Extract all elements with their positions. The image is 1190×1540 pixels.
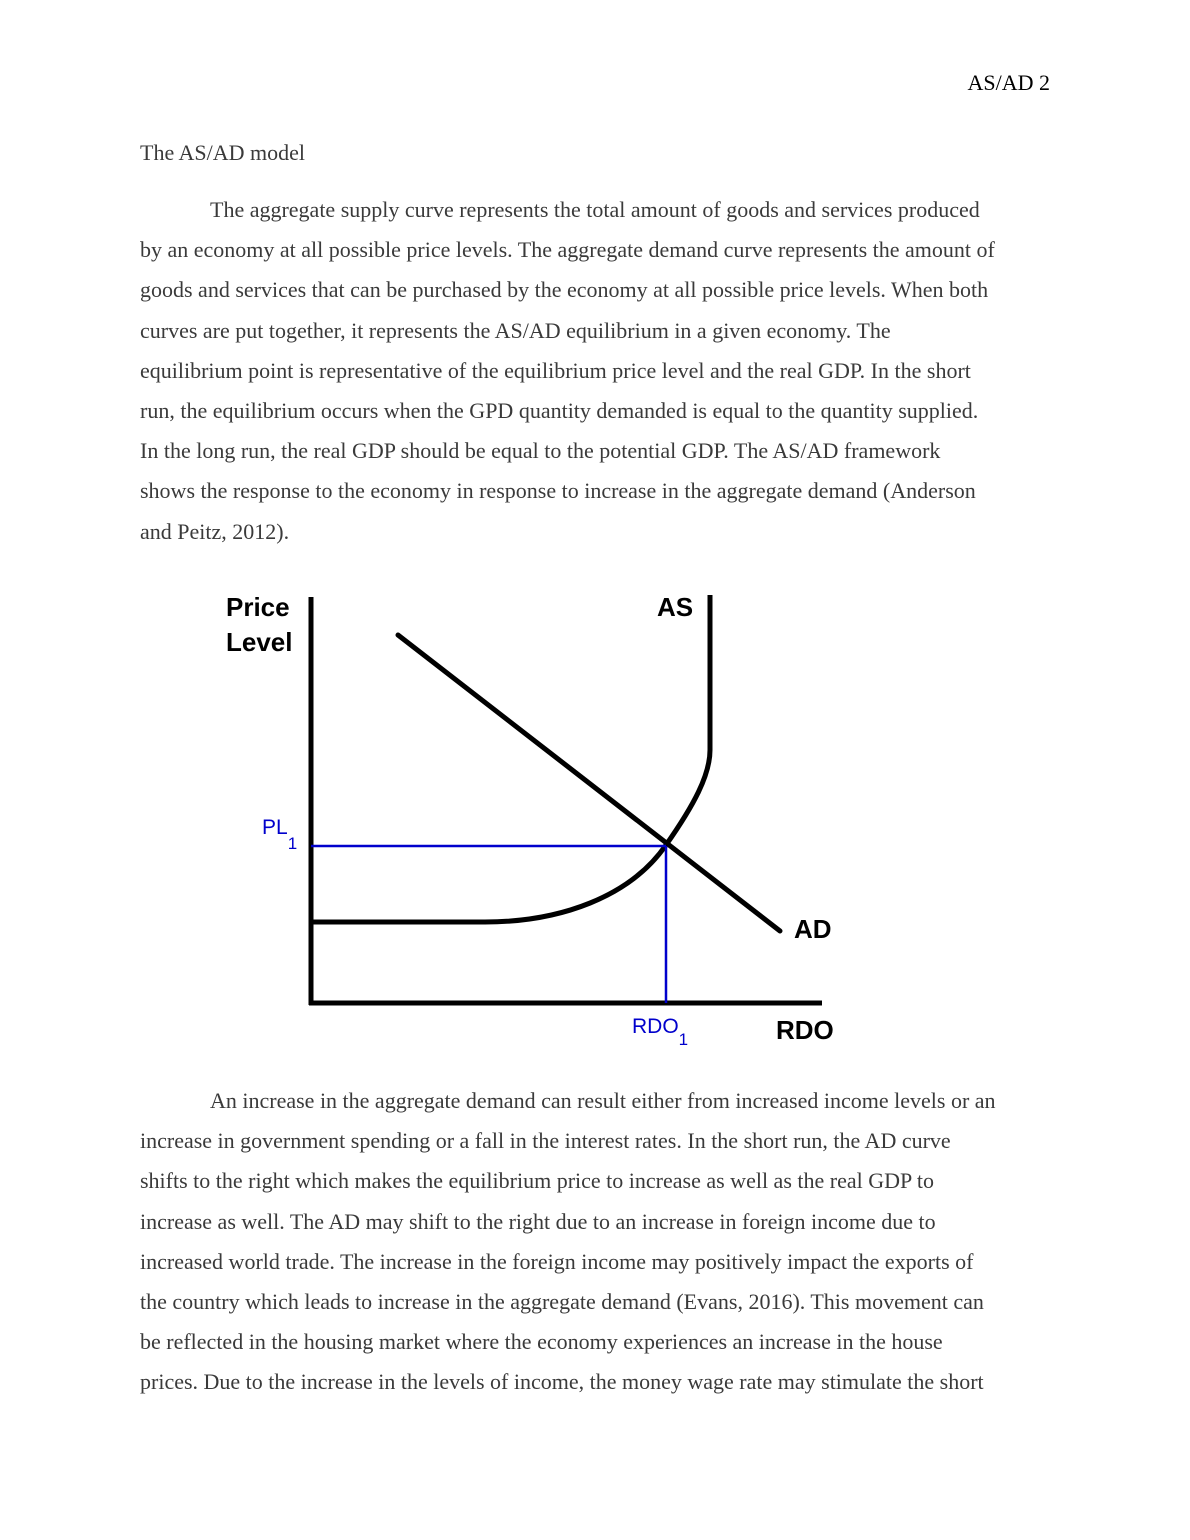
as-ad-diagram bbox=[210, 585, 850, 1050]
paragraph-line: The aggregate supply curve represents the total amount of goods and services produced bbox=[210, 197, 980, 222]
ad-curve-label: AD bbox=[794, 914, 832, 944]
paragraph-line: increase in government spending or a fall in the interest rates. In the short run, the AD curve bbox=[140, 1128, 951, 1154]
as-curve bbox=[311, 595, 710, 922]
paragraph-2 bbox=[140, 1081, 1050, 1403]
y-axis-label-price: Price bbox=[226, 592, 290, 622]
pl1-label-text: PL bbox=[262, 816, 288, 839]
paragraph-line: shows the response to the economy in response to increase in the aggregate demand (Anderson bbox=[140, 478, 976, 504]
section-title: The AS/AD model bbox=[140, 140, 305, 165]
as-curve-label: AS bbox=[657, 592, 694, 622]
paragraph-line: An increase in the aggregate demand can result either from increased income levels or an bbox=[210, 1088, 996, 1113]
pl1-subscript: 1 bbox=[287, 834, 298, 853]
paragraph-line: and Peitz, 2012). bbox=[140, 518, 290, 544]
x-axis-label: RDO bbox=[776, 1015, 834, 1045]
paragraph-line: shifts to the right which makes the equilibrium price to increase as well as the real GDP to bbox=[140, 1168, 935, 1194]
paragraph-1 bbox=[140, 190, 1050, 552]
paragraph-line: equilibrium point is representative of the equilibrium price level and the real GDP. In the short bbox=[140, 357, 971, 383]
paragraph-line: be reflected in the housing market where the economy experiences an increase in the house bbox=[140, 1329, 943, 1355]
ad-curve bbox=[398, 635, 780, 931]
y-axis-label-level: Level bbox=[226, 627, 293, 657]
paragraph-line: increased world trade. The increase in the foreign income may positively impact the exports of bbox=[140, 1248, 974, 1274]
paragraph-line: goods and services that can be purchased by the economy at all possible price levels. When both bbox=[140, 277, 989, 303]
paragraph-line: the country which leads to increase in the aggregate demand (Evans, 2016). This movement can bbox=[140, 1289, 984, 1315]
running-head: AS/AD 2 bbox=[967, 70, 1050, 95]
paragraph-line: In the long run, the real GDP should be equal to the potential GDP. The AS/AD framework bbox=[140, 438, 941, 464]
paragraph-line: run, the equilibrium occurs when the GPD quantity demanded is equal to the quantity supplied. bbox=[140, 398, 979, 424]
paragraph-line: by an economy at all possible price levels. The aggregate demand curve represents the amount of bbox=[140, 237, 995, 263]
rdo1-subscript: 1 bbox=[678, 1030, 689, 1049]
rdo1-label bbox=[632, 1015, 688, 1049]
paragraph-line: curves are put together, it represents the AS/AD equilibrium in a given economy. The bbox=[140, 317, 891, 343]
paragraph-line: prices. Due to the increase in the levels of income, the money wage rate may stimulate the short bbox=[140, 1369, 984, 1395]
rdo1-label-text: RDO bbox=[632, 1015, 679, 1038]
pl1-label bbox=[262, 816, 297, 853]
paragraph-line: increase as well. The AD may shift to the right due to an increase in foreign income due to bbox=[140, 1208, 936, 1234]
